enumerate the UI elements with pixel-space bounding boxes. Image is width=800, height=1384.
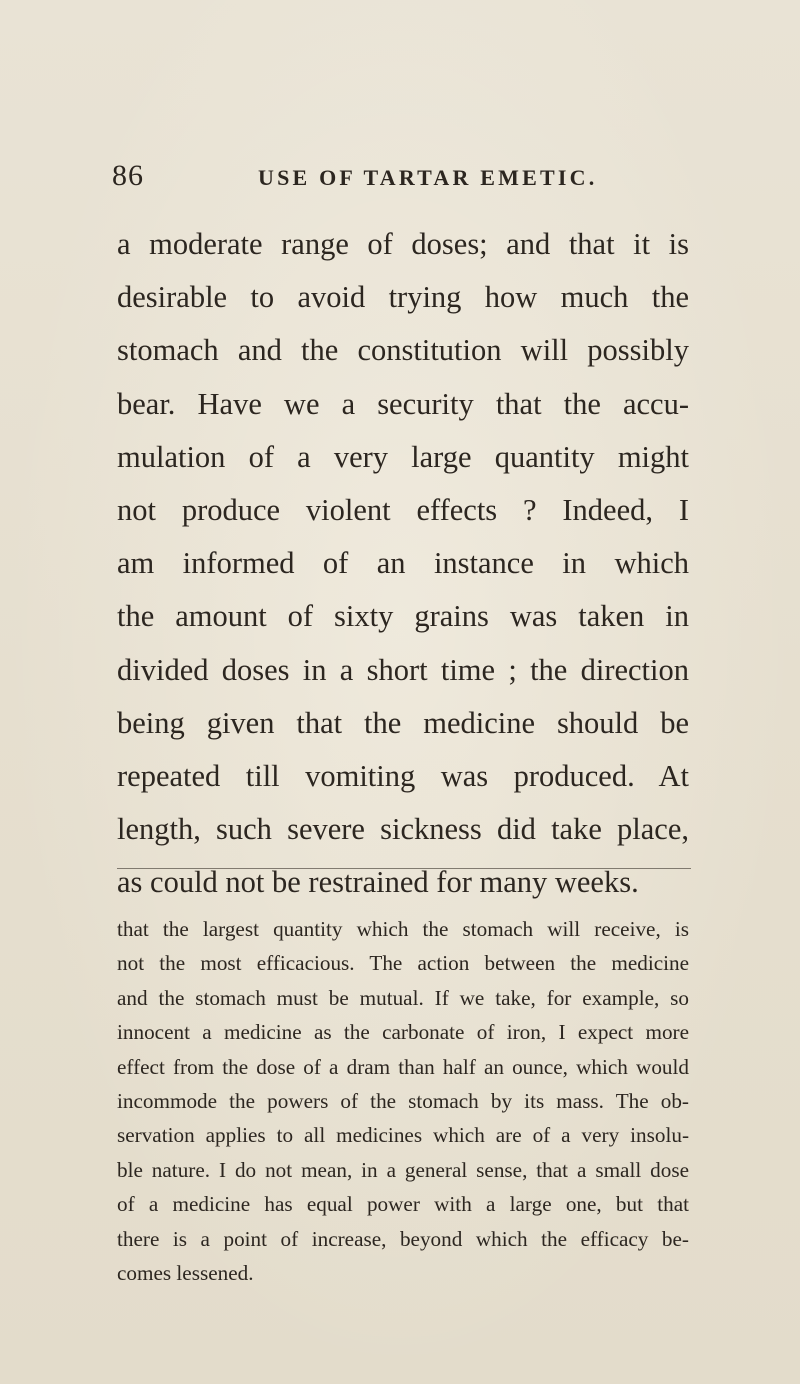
footnote-line: servation applies to all medicines which are of a very insolu- (117, 1123, 689, 1148)
main-text-line: not produce violent effects ? Indeed, I (117, 493, 689, 528)
footnote-text (117, 912, 689, 1290)
page-header (112, 158, 712, 198)
footnote-line: ble nature. I do not mean, in a general sense, that a small dose (117, 1157, 689, 1182)
footnote-line: effect from the dose of a dram than half an ounce, which would (117, 1054, 689, 1079)
footnote-line: not the most efficacious. The action between the medicine (117, 951, 689, 976)
main-text-line: the amount of sixty grains was taken in (117, 599, 689, 634)
main-text-line: desirable to avoid trying how much the (117, 280, 689, 315)
main-text (117, 218, 689, 910)
main-text-line: divided doses in a short time ; the direction (117, 652, 689, 687)
main-text-line: bear. Have we a security that the accu- (117, 386, 689, 421)
running-title: USE OF TARTAR EMETIC. (258, 165, 598, 190)
main-text-line: mulation of a very large quantity might (117, 439, 689, 474)
page-number: 86 (112, 159, 144, 192)
footnote-line: incommode the powers of the stomach by its mass. The ob- (117, 1089, 689, 1114)
footnote-line: comes lessened. (117, 1261, 254, 1286)
footnote-line: that the largest quantity which the stomach will receive, is (117, 917, 689, 941)
footnote-line: innocent a medicine as the carbonate of iron, I expect more (117, 1020, 689, 1045)
footnote-line: and the stomach must be mutual. If we take, for example, so (117, 985, 689, 1010)
main-text-line: repeated till vomiting was produced. At (117, 759, 689, 794)
main-text-line: length, such severe sickness did take place, (117, 812, 689, 847)
main-text-line: as could not be restrained for many weeks. (117, 865, 639, 900)
footnote-divider (117, 868, 691, 869)
footnote-line: there is a point of increase, beyond which the efficacy be- (117, 1226, 689, 1251)
main-text-line: am informed of an instance in which (117, 546, 689, 581)
main-text-line: a moderate range of doses; and that it is (117, 227, 689, 261)
footnote-line: of a medicine has equal power with a large one, but that (117, 1192, 689, 1217)
main-text-line: stomach and the constitution will possibly (117, 333, 689, 368)
main-text-line: being given that the medicine should be (117, 705, 689, 740)
